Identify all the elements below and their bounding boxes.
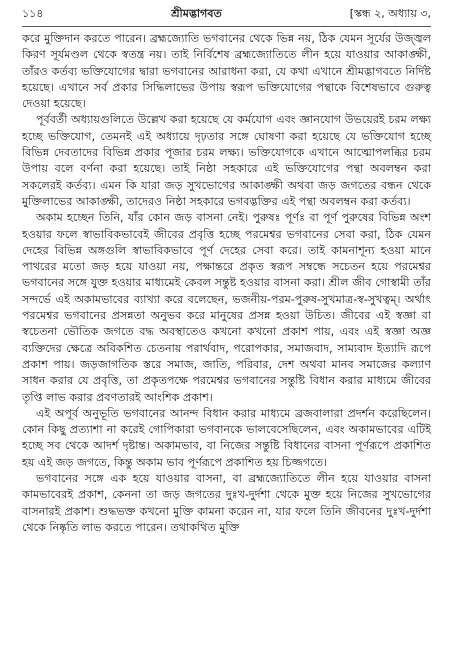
paragraph: অকাম হচ্ছেন তিনি, যাঁর কোন জড় বাসনা নেই। পুরুষঃ পূর্ণঃ বা পূর্ণ পুরুষের বিভিন্ন অংশ হওয়ার ফলে স্বাভাবিকভাবেই জীবের প্রবৃত্তি হচ্ছে পরমেশ্বর ভগবানের সেবা করা, ঠিক যেমন দেহের বিভিন্ন অঙ্গগুলি স্বাভাবিকভাবে পূর্ণ দেহের সেবা করে। তাই কামনাশূন্য হওয়া মানে পাথরের মতো জড় হয়ে যাওয়া নয়, পক্ষান্তরে প্রকৃত স্বরূপ সম্বন্ধে সচেতন হয়ে পরমেশ্বর ভগবানের সঙ্গে যুক্ত হওয়ার মাধ্যমেই কেবল সন্তুষ্ট হওয়ার বাসনা করা। শ্রীল জীব গোস্বামী তাঁর সন্দর্ভে এই অকামভাবের ব্যাখ্যা করে বলেছেন, ভজনীয়-পরম-পুরুষ-সুখমাত্র-স্ব-সুখত্বম্। অর্থাৎ পরমেশ্বর ভগবানের প্রসন্নতা অনুভব করে মানুষের প্রসন্ন হওয়া উচিত। জীবের এই স্বজ্ঞা বা স্বচেতনা ভৌতিক জগতে বদ্ধ অবস্থাতেও কখনো কখনো প্রকাশ পায়, এবং এই স্বজ্ঞা অজ্ঞ ব্যক্তিদের ক্ষেত্রে অবিকশিত চেতনায় পরার্থবাদ, পরোপকার, সমাজবাদ, সাম্যবাদ ইত্যাদি রূপে প্রকাশ পায়। জড়জাগতিক স্তরে সমাজ, জাতি, পরিবার, দেশ অথবা মানব সমাজের কল্যাণ সাধন করার যে প্রবৃত্তি, তা প্রকৃতপক্ষে পরমেশ্বর ভগবানের সন্তুষ্টি বিধান করার মাধ্যমে জীবের তৃপ্তি লাভ করার প্রবণতারই আংশিক প্রকাশ। (22, 211, 431, 404)
page-body (22, 31, 431, 536)
book-title: শ্রীমদ্ভাগবত (171, 7, 222, 20)
chapter-reference: [স্কন্ধ ২, অধ্যায় ৩, (349, 7, 431, 20)
paragraph: করে মুক্তিদান করতে পারেন। ব্রহ্মজ্যোতি ভগবানের থেকে ভিন্ন নয়, ঠিক যেমন সূর্যের উজ্জ্বল কিরণ সূর্যমণ্ডল থেকে স্বতন্ত্র নয়। তাই নির্বিশেষ ব্রহ্মজ্যোতিতে লীন হয়ে যাওয়ার আকাঙ্ক্ষী, তাঁরও কর্তব্য ভক্তিযোগের দ্বারা ভগবানের আরাধনা করা, যে কথা এখানে শ্রীমদ্ভাগবতে নির্দিষ্ট হয়েছে। এখানে সর্ব প্রকার সিদ্ধিলাভের উপায় স্বরূপ ভক্তিযোগের পন্থাকে বিশেষভাবে গুরুত্ব দেওয়া হয়েছে। (22, 32, 431, 111)
page-number: ১১৪ (22, 7, 44, 20)
paragraph: পূর্ববর্তী অধ্যায়গুলিতে উল্লেখ করা হয়েছে যে কর্মযোগ এবং জ্ঞানযোগ উভয়েরই চরম লক্ষ্য হচ্ছে ভক্তিযোগ, তেমনই এই অধ্যায়ে দৃঢ়তার সঙ্গে ঘোষণা করা হয়েছে যে ভক্তিযোগ হচ্ছে বিভিন্ন দেবতাদের বিভিন্ন প্রকার পূজার চরম লক্ষ্য। ভক্তিযোগকে এখানে আত্মোপলব্ধির চরম উপায় বলে বর্ণনা করা হয়েছে। তাই নিষ্ঠা সহকারে এই ভক্তিযোগের পন্থা অবলম্বন করা সকলেরই কর্তব্য। এমন কি যারা জড় সুখভোগের আকাঙ্ক্ষী অথবা জড় জগতের বন্ধন থেকে মুক্তিলাভের আকাঙ্ক্ষী, তাদেরও নিষ্ঠা সহকারে ভগবদ্ভক্তির এই পন্থা অবলম্বন করা কর্তব্য। (22, 113, 431, 208)
paragraph: ভগবানের সঙ্গে এক হয়ে যাওয়ার বাসনা, বা ব্রহ্মজ্যোতিতে লীন হয়ে যাওয়ার বাসনা কামভাবেরই প্রকাশ, কেননা তা জড় জগতের দুঃখ-দুর্দশা থেকে মুক্ত হয়ে নিজের সুখভোগের বাসনারই প্রকাশ। শুদ্ধভক্ত কখনো মুক্তি কামনা করেন না, যার ফলে তিনি জীবনের দুঃখ-দুর্দশা থেকে নিষ্কৃতি লাভ করতে পারেন। তথাকথিত মুক্তি (22, 472, 431, 534)
paragraph: এই অপূর্ব অনুভূতি ভগবানের আনন্দ বিধান করার মাধ্যমে ব্রজবালারা প্রদর্শন করেছিলেন। কোন কিছু প্রত্যাশা না করেই গোপিকারা ভগবানকে ভালবেসেছিলেন, এবং অকামভাবের এটিই হচ্ছে সব থেকে আদর্শ দৃষ্টান্ত। অকামভাব, বা নিজের সন্তুষ্টি বিধানের বাসনা পূর্ণরূপে প্রকাশিত হয় এই জড় জগতে, কিন্তু অকাম ভাব পূর্ণরূপে প্রকাশিত হয় চিজ্জগতে। (22, 406, 431, 469)
page-header (22, 6, 431, 27)
